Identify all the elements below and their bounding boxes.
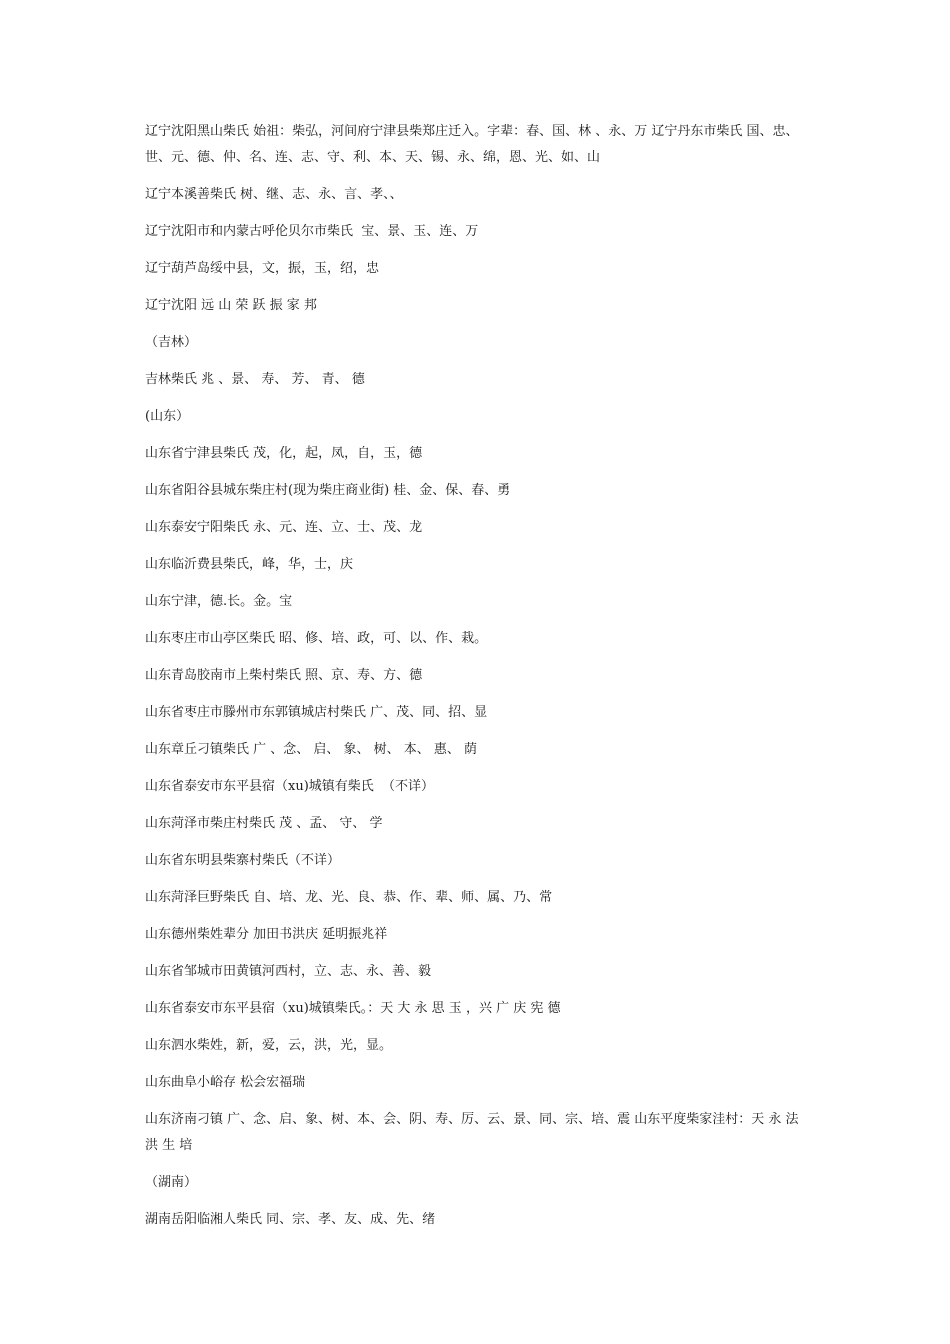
paragraph: 山东省邹城市田黄镇河西村，立、志、永、善、毅 (145, 964, 432, 979)
paragraph: 山东菏泽巨野柴氏 自、培、龙、光、良、恭、作、辈、师、属、乃、常 (145, 890, 553, 905)
paragraph: 山东德州柴姓辈分 加田书洪庆 延明振兆祥 (145, 927, 388, 942)
paragraph: 山东曲阜小峪存 松会宏福瑞 (145, 1075, 306, 1090)
section-heading: (山东） (145, 409, 190, 424)
paragraph: 山东省泰安市东平县宿（xu)城镇柴氏。：天 大 永 思 玉 ，兴 广 庆 宪 德 (145, 1001, 561, 1016)
paragraph: 山东泰安宁阳柴氏 永、元、连、立、士、茂、龙 (145, 520, 423, 535)
paragraph: 山东临沂费县柴氏，峰，华，士，庆 (145, 557, 354, 572)
paragraph: 辽宁沈阳黑山柴氏 始祖：柴弘，河间府宁津县柴郑庄迁入。字辈：春、国、林 、永、万 辽宁丹东市柴氏 国、忠、世、元、德、仲、名、连、志、守、利、本、天、锡、永、绵，恩、光、如、山 (145, 124, 799, 165)
paragraph: 辽宁本溪善柴氏 树、继、志、永、言、孝、、 (145, 187, 403, 202)
paragraph: 山东枣庄市山亭区柴氏 昭、修、培、政，可、以、作、栽。 (145, 631, 488, 646)
paragraph: 吉林柴氏 兆 、景、 寿、 芳、 青、 德 (145, 372, 365, 387)
paragraph: 山东青岛胶南市上柴村柴氏 照、京、寿、方、德 (145, 668, 423, 683)
paragraph: 山东济南刁镇 广、念、启、象、树、本、会、阴、寿、厉、云、景、同、宗、培、震 山东平度柴家洼村：天 永 法 洪 生 培 (145, 1112, 803, 1153)
paragraph: 湖南岳阳临湘人柴氏 同、宗、孝、友、成、先、绪 (145, 1212, 436, 1227)
paragraph: 山东省枣庄市滕州市东郭镇城店村柴氏 广、茂、同、招、显 (145, 705, 488, 720)
paragraph: 山东省阳谷县城东柴庄村(现为柴庄商业街) 桂、金、保、春、勇 (145, 483, 511, 498)
section-heading: （湖南） (145, 1175, 198, 1190)
paragraph: 山东泗水柴姓，新，爱，云，洪，光，显。 (145, 1038, 393, 1053)
paragraph: 山东省宁津县柴氏 茂，化，起，凤，自，玉，德 (145, 446, 423, 461)
paragraph: 山东宁津，德.长。金。宝 (145, 594, 293, 609)
paragraph: 山东章丘刁镇柴氏 广 、念、 启、 象、 树、 本、 惠、 荫 (145, 742, 478, 757)
section-heading: （吉林） (145, 335, 198, 350)
paragraph: 山东省泰安市东平县宿（xu)城镇有柴氏 （不详） (145, 779, 435, 794)
paragraph: 山东菏泽市柴庄村柴氏 茂 、孟、 守、 学 (145, 816, 383, 831)
paragraph: 辽宁葫芦岛绥中县，文，振，玉，绍，忠 (145, 261, 380, 276)
document-body (145, 119, 813, 1244)
paragraph: 辽宁沈阳市和内蒙古呼伦贝尔市柴氏 宝、景、玉、连、万 (145, 224, 479, 239)
paragraph: 山东省东明县柴寨村柴氏（不详） (145, 853, 341, 868)
paragraph: 辽宁沈阳 远 山 荣 跃 振 家 邦 (145, 298, 317, 313)
